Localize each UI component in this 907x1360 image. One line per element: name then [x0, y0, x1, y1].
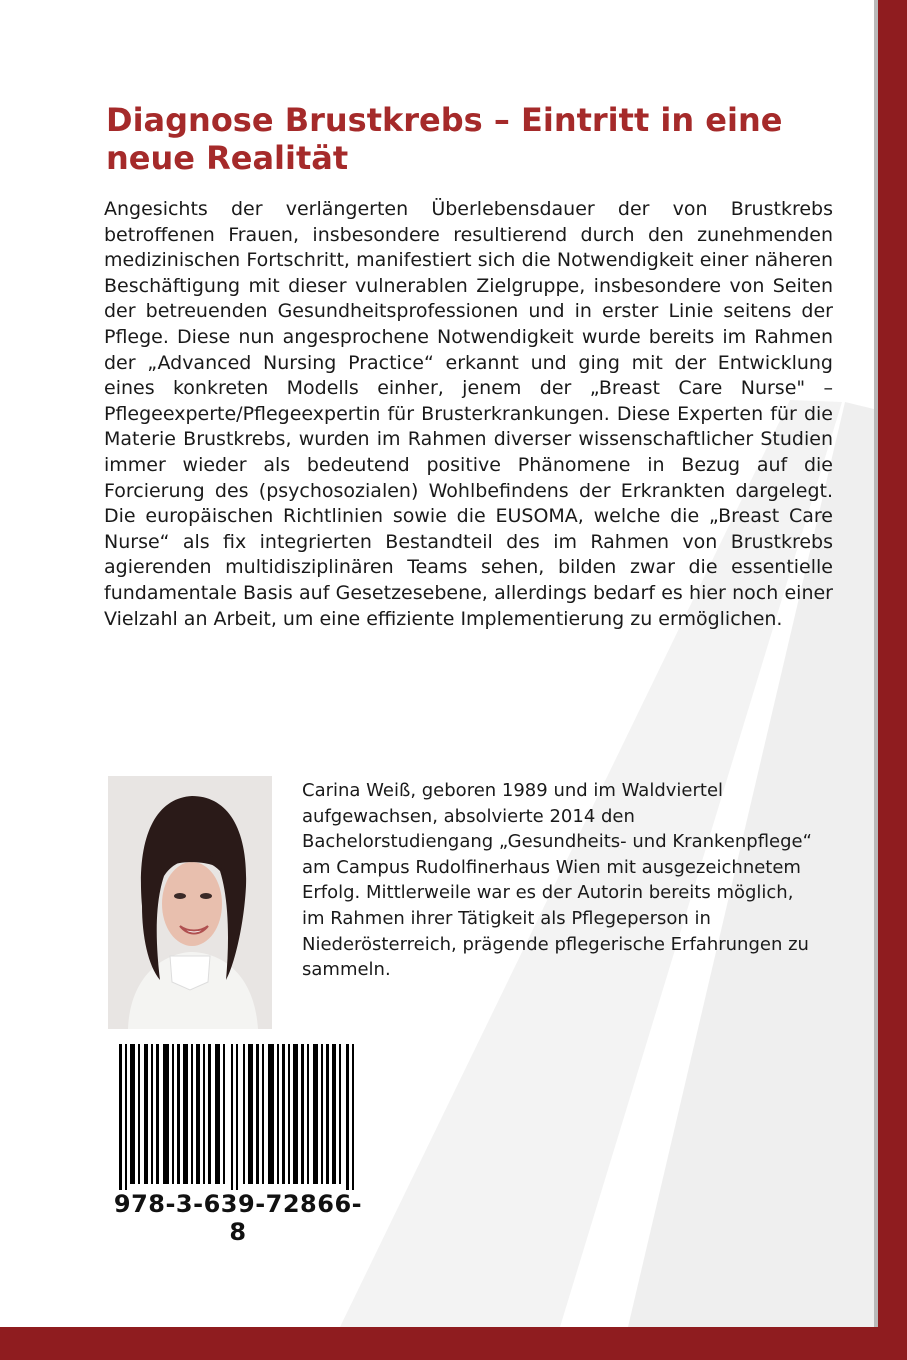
isbn-barcode: [113, 1040, 363, 1190]
bottom-color-bar: [0, 1327, 907, 1360]
author-photo: [108, 776, 272, 1029]
author-biography: Carina Weiß, geboren 1989 und im Waldviertel aufgewachsen, absolvierte 2014 den Bachelorstudiengang „Gesundheits- und Krankenpflege“ am Campus Rudolfinerhaus Wien mit ausgezeichnetem Erfolg. Mittlerweile war es der Autorin bereits möglich, im Rahmen ihrer Tätigkeit als Pflegeperson in Niederösterreich, prägende pflegerische Erfahrungen zu sammeln.: [302, 780, 812, 981]
book-title: Diagnose Brustkrebs – Eintritt in eine neue Realität: [106, 101, 783, 177]
book-description: Angesichts der verlängerten Überlebensdauer der von Brustkrebs betroffenen Frauen, insbesondere resultierend durch den zunehmenden medizinischen Fortschritt, manifestiert sich die Notwendigkeit einer näheren Beschäftigung mit dieser vulnerablen Zielgruppe, insbesondere von Seiten der betreuenden Gesundheitsprofessionen und in erster Linie seitens der Pflege. Diese nun angesprochene Notwendigkeit wurde bereits im Rahmen der „Advanced Nursing Practice“ erkannt und ging mit der Entwicklung eines konkreten Modells einher, jenem der „Breast Care Nurse" – Pflegeexperte/Pflegeexpertin für Brusterkrankungen. Diese Experten für die Materie Brustkrebs, wurden im Rahmen diverser wissenschaftlicher Studien immer wieder als bedeutend positive Phänomene in Bezug auf die Forcierung des (psychosozialen) Wohlbefindens der Erkrankten dargelegt. Die europäischen Richtlinien sowie die EUSOMA, welche die „Breast Care Nurse“ als fix integrierten Bestandteil des im Rahmen von Brustkrebs agierenden multidisziplinären Teams sehen, bilden zwar die essentielle fundamentale Basis auf Gesetzesebene, allerdings bedarf es hier noch einer Vielzahl an Arbeit, um eine effiziente Implementierung zu ermöglichen.: [104, 198, 833, 630]
spine-color-bar: [878, 0, 907, 1360]
isbn-number: 978-3-639-72866-8: [113, 1190, 363, 1246]
